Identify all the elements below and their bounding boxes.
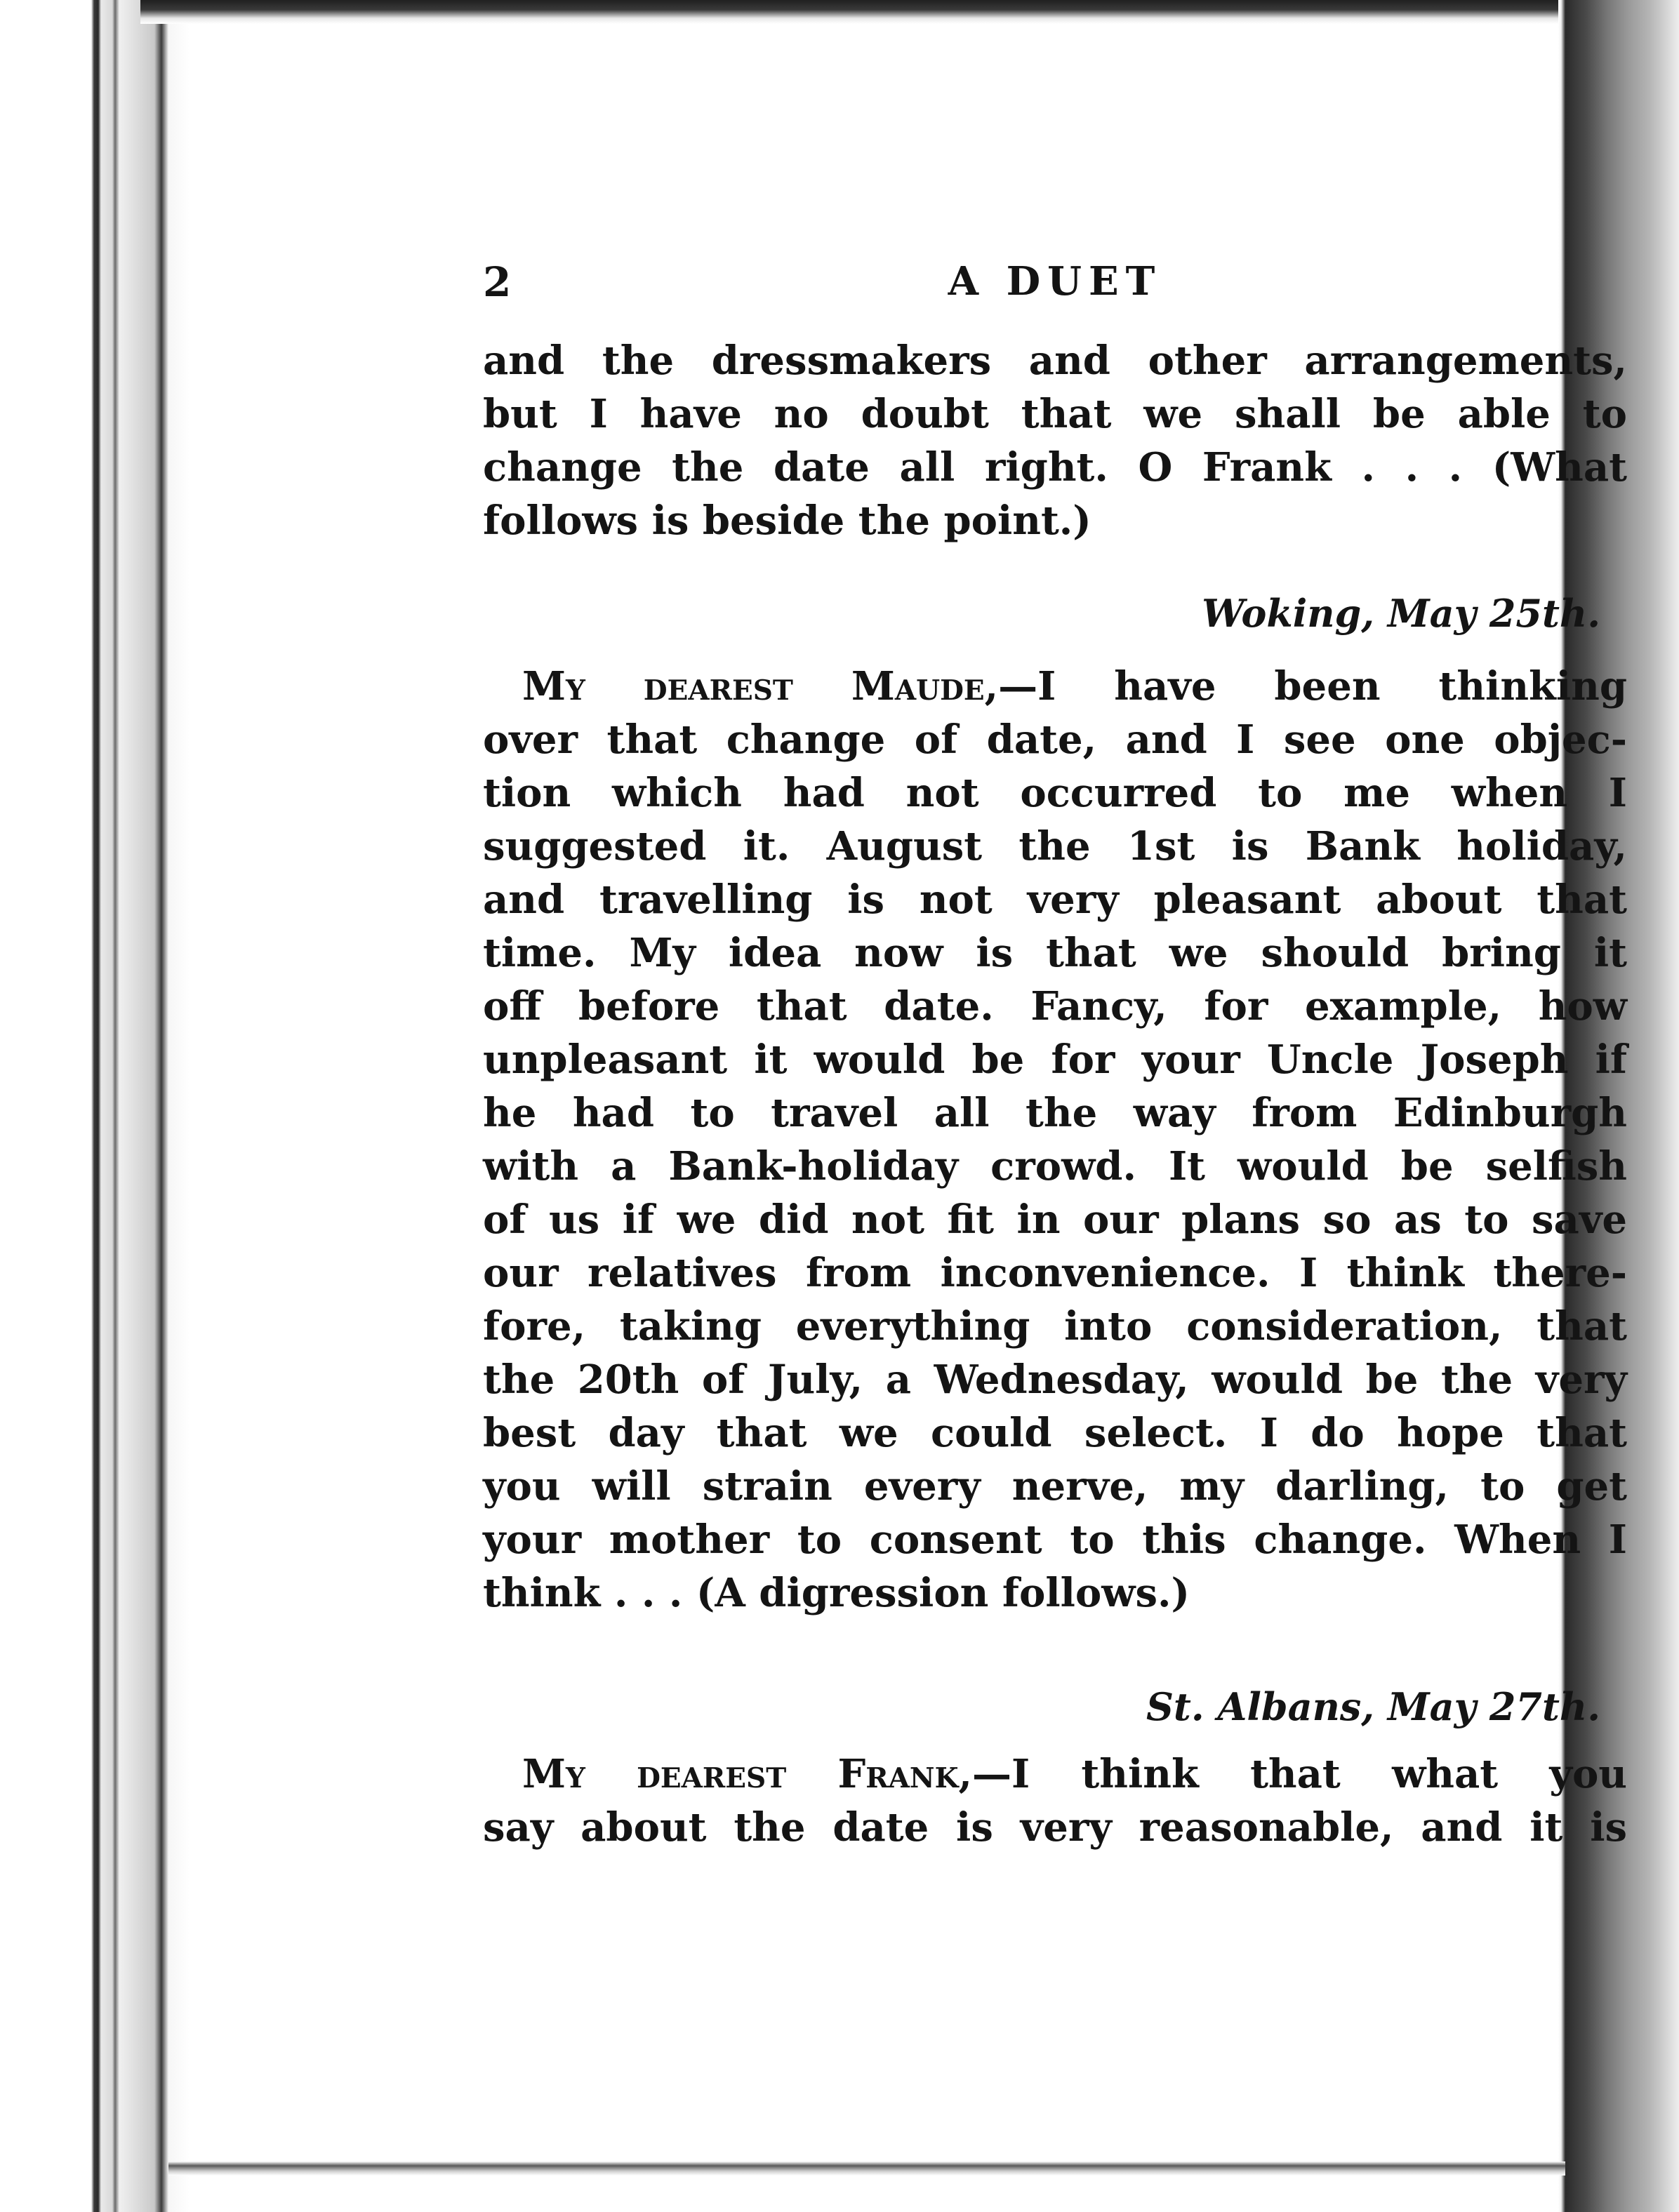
salutation-line (483, 1747, 1627, 1801)
page-number: 2 (483, 258, 512, 306)
page-bottom-edge (168, 2161, 1565, 2176)
text-line: change the date all right. O Frank . . . (What (483, 444, 1627, 491)
text-line: say about the date is very reasonable, and it is (483, 1804, 1627, 1851)
text-line: think . . . (A digression follows.) (483, 1570, 1190, 1616)
text-line: our relatives from inconvenience. I think there- (483, 1250, 1627, 1296)
letter-body (483, 1747, 1627, 1854)
text-line: you will strain every nerve, my darling, to get (483, 1463, 1627, 1510)
text-line: with a Bank-holiday crowd. It would be selfish (483, 1143, 1627, 1190)
paragraph-continuation (483, 334, 1627, 547)
page-header (483, 258, 1627, 321)
salutation: My dearest Maude, (522, 663, 999, 709)
salutation-line (483, 660, 1627, 713)
text-line: best day that we could select. I do hope that (483, 1410, 1627, 1456)
letter-body (483, 660, 1627, 1620)
text-line: follows is beside the point.) (483, 498, 1091, 544)
salutation-rest: —I have been thinking (998, 663, 1627, 709)
text-line: over that change of date, and I see one objec- (483, 717, 1627, 763)
text-line: and the dressmakers and other arrangements, (483, 338, 1627, 384)
text-line: unpleasant it would be for your Uncle Joseph if (483, 1037, 1627, 1083)
salutation-rest: —I think that what you (971, 1751, 1628, 1797)
text-line: fore, taking everything into consideration, that (483, 1303, 1627, 1350)
text-line: but I have no doubt that we shall be able to (483, 391, 1627, 437)
text-line: time. My idea now is that we should bring it (483, 930, 1627, 976)
text-line: and travelling is not very pleasant about that (483, 877, 1627, 923)
salutation: My dearest Frank, (522, 1751, 972, 1797)
text-line: tion which had not occurred to me when I (483, 770, 1627, 816)
text-line: he had to travel all the way from Edinburgh (483, 1090, 1627, 1136)
letter-dateline: St. Albans, May 27th. (1146, 1684, 1600, 1729)
text-line: suggested it. August the 1st is Bank holiday, (483, 823, 1627, 870)
running-title: A DUET (948, 258, 1162, 305)
text-line: the 20th of July, a Wednesday, would be the very (483, 1357, 1627, 1403)
text-line: off before that date. Fancy, for example, how (483, 983, 1627, 1030)
text-line: your mother to consent to this change. When I (483, 1517, 1627, 1563)
book-page (197, 0, 1628, 2161)
letter-dateline: Woking, May 25th. (1202, 591, 1600, 636)
page-binding-edge (70, 0, 190, 2212)
text-line: of us if we did not fit in our plans so as to save (483, 1197, 1627, 1243)
